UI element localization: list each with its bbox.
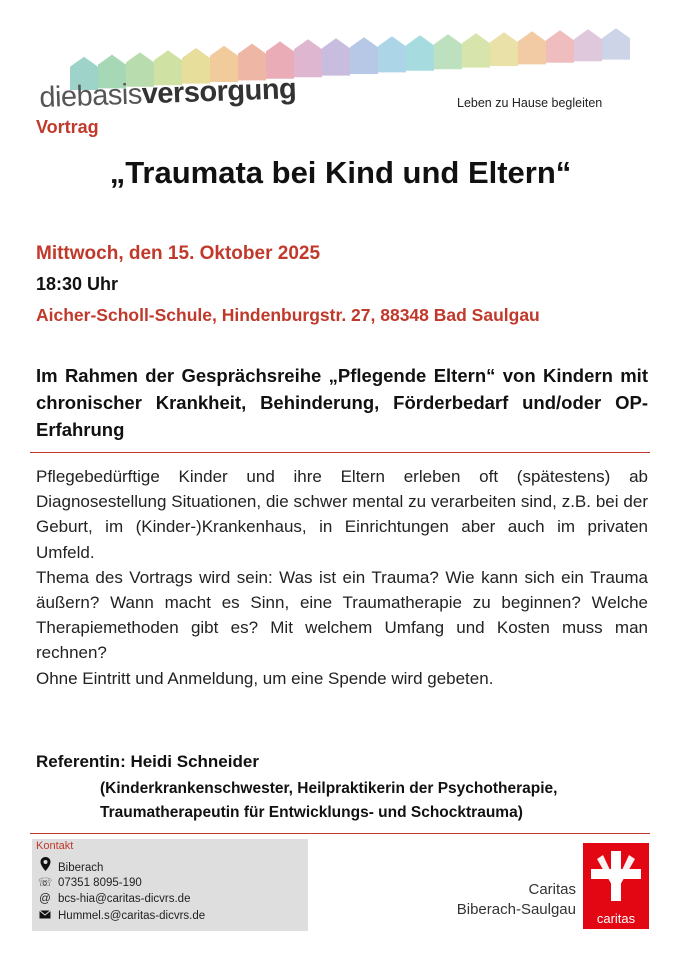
event-title: „Traumata bei Kind und Eltern“ [109, 155, 572, 190]
description-paragraph: Ohne Eintritt und Anmeldung, um eine Spende wird gebeten. [36, 668, 494, 688]
house-shape [322, 38, 350, 75]
speaker-role-line: (Kinderkrankenschwester, Heilpraktikerin der Psychotherapie, [100, 780, 558, 797]
event-time: 18:30 Uhr [36, 274, 119, 294]
contact-location: Biberach [38, 857, 103, 874]
house-shape [602, 28, 630, 59]
contact-box [32, 839, 308, 931]
caritas-logo [583, 843, 649, 929]
caritas-name-line: Biberach-Saulgau [456, 901, 576, 918]
house-shape [546, 30, 574, 63]
description-paragraph: Thema des Vortrags wird sein: Was ist ein Trauma? Wie kann sich ein Trauma äußern? Wann macht es Sinn, eine Traumatherapie zu beginnen? Welche Therapiemethoden gibt es? Mit welchem Umfang und Kosten muss man rechnen? [36, 567, 648, 663]
event-venue: Aicher-Scholl-Schule, Hindenburgstr. 27, 88348 Bad Saulgau [36, 305, 540, 325]
house-shape [350, 37, 378, 74]
diebasisversorgung-logo: diebasisversorgung [38, 73, 297, 115]
contact-phone[interactable]: ☏ 07351 8095-190 [38, 877, 142, 889]
contact-email-1[interactable]: @ bcs-hia@caritas-dicvrs.de [39, 893, 191, 905]
house-shape [462, 33, 490, 67]
speaker-name: Referentin: Heidi Schneider [36, 752, 259, 771]
event-description [36, 464, 648, 691]
description-paragraph: Pflegebedürftige Kinder und ihre Eltern erleben oft (spätestens) ab Diagnosestellung Situationen, die schwer mental zu verarbeiten sind, z.B. bei der Geburt, im (Kinder-)Krankenhaus, in Einrichtungen aber auch im privaten Umfeld. [36, 467, 648, 562]
caritas-name-line: Caritas [528, 881, 576, 898]
house-shape [406, 35, 434, 71]
caritas-cross-icon [583, 843, 649, 909]
divider-bottom [30, 833, 650, 834]
house-shape [434, 34, 462, 69]
location-pin-icon [38, 857, 52, 874]
contact-heading: Kontakt [36, 840, 74, 852]
event-type-label: Vortrag [36, 117, 99, 137]
divider-top [30, 452, 650, 453]
at-sign-icon: @ [39, 893, 51, 905]
series-description: Im Rahmen der Gesprächsreihe „Pflegende Eltern“ von Kindern mit chronischer Krankheit, Behinderung, Förderbedarf und/oder OP-Erfahrung [36, 365, 648, 440]
envelope-icon [38, 910, 52, 922]
event-date: Mittwoch, den 15. Oktober 2025 [36, 243, 321, 264]
phone-icon: ☏ [38, 877, 53, 889]
house-shape [574, 29, 602, 61]
house-shape [518, 31, 546, 64]
house-shape [294, 39, 322, 77]
caritas-logo-word: caritas [596, 911, 636, 926]
speaker-role [100, 777, 557, 825]
house-shape [378, 36, 406, 72]
slogan: Leben zu Hause begleiten [457, 96, 603, 110]
caritas-branch-name [430, 880, 576, 920]
contact-email-2[interactable]: Hummel.s@caritas-dicvrs.de [38, 910, 205, 922]
house-shape [490, 32, 518, 66]
speaker-role-line: Traumatherapeutin für Entwicklungs- und Schocktrauma) [100, 804, 523, 821]
